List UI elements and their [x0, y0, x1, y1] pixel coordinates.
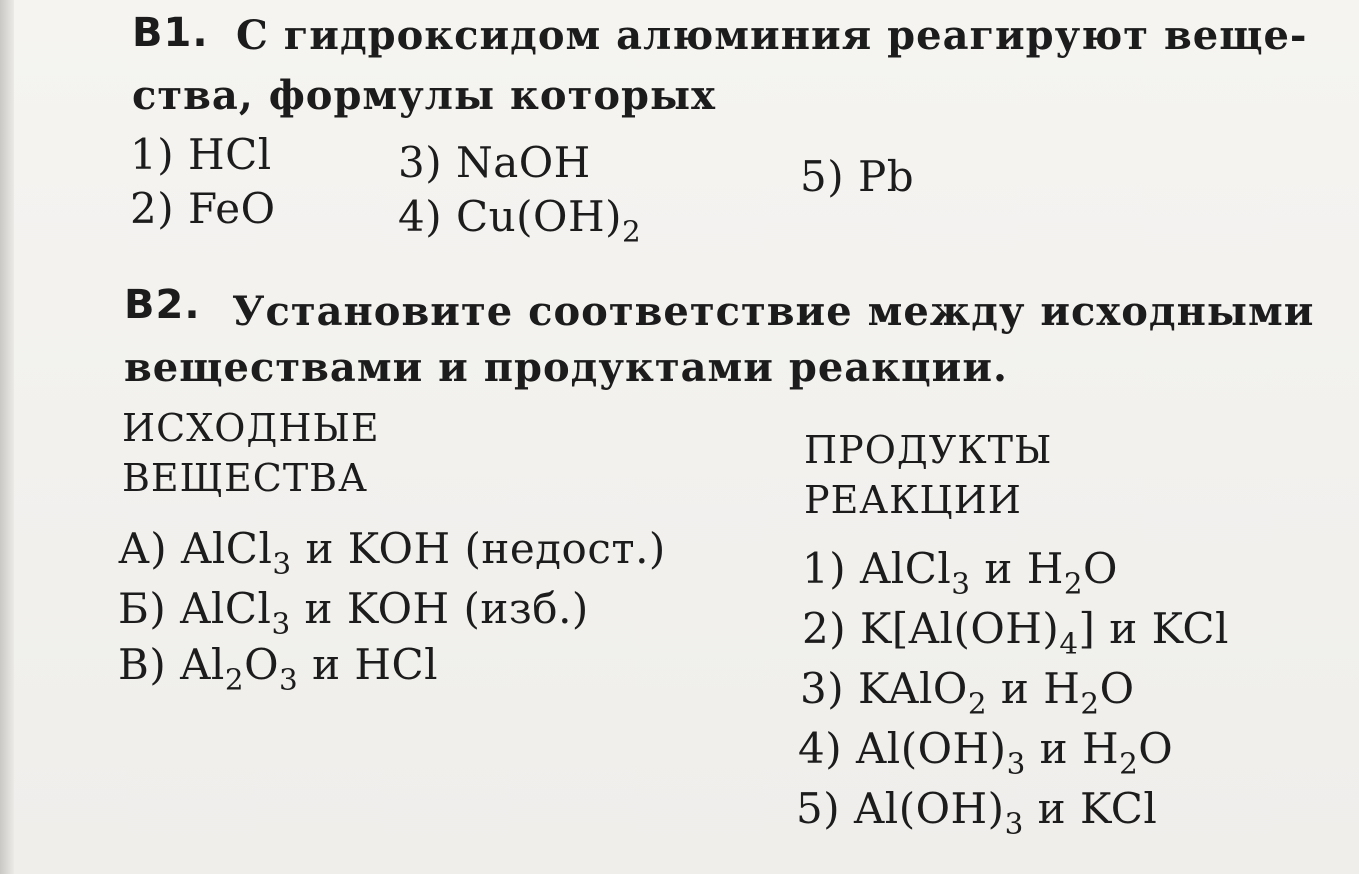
product-2-sub1: 4: [1059, 626, 1079, 661]
task-label-b2: В2.: [124, 282, 201, 328]
b1-option-4: [398, 192, 642, 249]
task-label-b1: В1.: [132, 10, 209, 56]
b1-option-3: 3) NaOH: [398, 138, 591, 187]
reactant-item-a: [118, 524, 666, 581]
b2-question-line2: веществами и продуктами реакции.: [124, 344, 1008, 391]
product-4-sub1: 3: [1006, 746, 1026, 781]
b1-option-1: 1) HCl: [130, 130, 272, 179]
left-column-header-line2: ВЕЩЕСТВА: [122, 456, 368, 500]
reactant-c-sub1: 2: [224, 662, 245, 697]
product-1-part1: 1) AlCl: [802, 544, 952, 593]
product-item-2: [802, 604, 1229, 661]
product-item-5: [796, 784, 1158, 841]
reactant-c-part2: O: [244, 640, 280, 689]
product-4-part2: и H: [1025, 724, 1120, 773]
reactant-c-part1: В) Al: [118, 640, 225, 689]
product-4-sub2: 2: [1119, 746, 1139, 781]
reactant-a-sub1: 3: [272, 546, 292, 581]
product-3-part1: 3) KAlO: [800, 664, 968, 713]
b1-option-5: 5) Pb: [800, 152, 915, 201]
product-1-part3: O: [1083, 544, 1118, 593]
product-4-part1: 4) Al(OH): [798, 724, 1007, 773]
b1-option-4-sub: 2: [621, 214, 642, 249]
product-item-4: [798, 724, 1174, 781]
product-5-sub1: 3: [1004, 806, 1024, 841]
product-1-sub1: 3: [951, 566, 971, 601]
product-2-part1: 2) K[Al(OH): [802, 604, 1060, 653]
product-item-1: [802, 544, 1118, 601]
product-3-part2: и H: [987, 664, 1081, 713]
reactant-b-part2: и KOH (изб.): [290, 584, 589, 633]
left-column-header-line1: ИСХОДНЫЕ: [122, 406, 380, 450]
b2-question-line1: Установите соответствие между исходными: [232, 288, 1315, 335]
b1-question-line2: ства, формулы которых: [132, 72, 716, 119]
right-column-header-line1: ПРОДУКТЫ: [804, 428, 1053, 472]
reactant-a-part2: и KOH (недост.): [291, 524, 666, 573]
b1-option-2: 2) FeO: [130, 184, 276, 233]
b1-option-4-text: 4) Cu(OH): [398, 192, 622, 241]
reactant-item-b: [118, 584, 589, 641]
page-edge-shadow: [0, 0, 14, 874]
product-3-part3: O: [1099, 664, 1135, 713]
product-4-part3: O: [1138, 724, 1174, 773]
product-3-sub1: 2: [967, 686, 988, 721]
reactant-c-sub2: 3: [279, 662, 299, 697]
reactant-a-part1: А) AlCl: [118, 524, 273, 573]
product-1-sub2: 2: [1063, 566, 1084, 601]
right-column-header-line2: РЕАКЦИИ: [804, 478, 1022, 522]
product-5-part1: 5) Al(OH): [796, 784, 1005, 833]
product-2-part2: ] и KCl: [1078, 604, 1229, 653]
product-item-3: [800, 664, 1135, 721]
reactant-b-sub1: 3: [271, 606, 291, 641]
reactant-item-c: [118, 640, 439, 697]
product-3-sub2: 2: [1080, 686, 1100, 721]
reactant-c-part3: и HCl: [298, 640, 439, 689]
reactant-b-part1: Б) AlCl: [118, 584, 272, 633]
product-1-part2: и H: [970, 544, 1064, 593]
product-5-part2: и KCl: [1023, 784, 1158, 833]
b1-question-line1: С гидроксидом алюминия реагируют веще-: [236, 12, 1308, 59]
